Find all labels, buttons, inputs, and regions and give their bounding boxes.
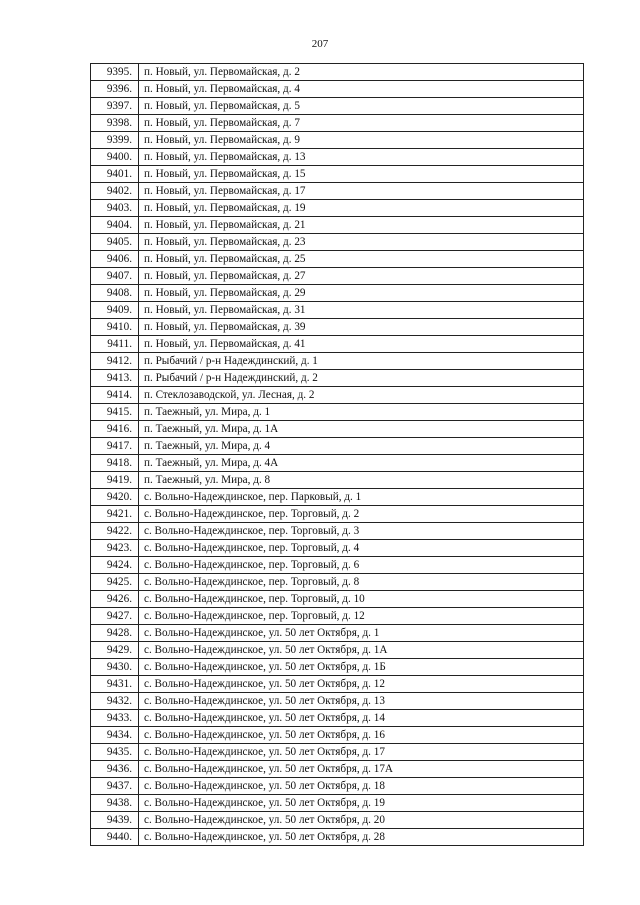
row-number: 9425. xyxy=(91,574,139,591)
table-row xyxy=(91,319,584,336)
row-address: п. Новый, ул. Первомайская, д. 17 xyxy=(139,183,584,200)
row-number: 9422. xyxy=(91,523,139,540)
row-address: п. Новый, ул. Первомайская, д. 15 xyxy=(139,166,584,183)
row-address: с. Вольно-Надеждинское, ул. 50 лет Октября, д. 1А xyxy=(139,642,584,659)
row-number: 9419. xyxy=(91,472,139,489)
row-address: с. Вольно-Надеждинское, пер. Торговый, д. 4 xyxy=(139,540,584,557)
row-number: 9426. xyxy=(91,591,139,608)
table-row xyxy=(91,778,584,795)
row-address: п. Новый, ул. Первомайская, д. 27 xyxy=(139,268,584,285)
table-row xyxy=(91,523,584,540)
row-address: п. Таежный, ул. Мира, д. 8 xyxy=(139,472,584,489)
table-row xyxy=(91,166,584,183)
table-row xyxy=(91,353,584,370)
row-address: п. Новый, ул. Первомайская, д. 9 xyxy=(139,132,584,149)
table-row xyxy=(91,557,584,574)
table-row xyxy=(91,183,584,200)
row-address: с. Вольно-Надеждинское, пер. Торговый, д. 10 xyxy=(139,591,584,608)
row-address: п. Рыбачий / р-н Надеждинский, д. 2 xyxy=(139,370,584,387)
row-number: 9435. xyxy=(91,744,139,761)
row-address: с. Вольно-Надеждинское, ул. 50 лет Октября, д. 17А xyxy=(139,761,584,778)
row-number: 9409. xyxy=(91,302,139,319)
page-number: 207 xyxy=(311,38,329,50)
row-number: 9410. xyxy=(91,319,139,336)
table-row xyxy=(91,81,584,98)
table-row xyxy=(91,64,584,81)
row-address: с. Вольно-Надеждинское, пер. Торговый, д. 2 xyxy=(139,506,584,523)
table-row xyxy=(91,795,584,812)
row-address: п. Новый, ул. Первомайская, д. 19 xyxy=(139,200,584,217)
row-address: с. Вольно-Надеждинское, пер. Торговый, д. 6 xyxy=(139,557,584,574)
table-row xyxy=(91,98,584,115)
table-row xyxy=(91,404,584,421)
table-row xyxy=(91,234,584,251)
row-number: 9433. xyxy=(91,710,139,727)
row-number: 9406. xyxy=(91,251,139,268)
row-number: 9421. xyxy=(91,506,139,523)
table-row xyxy=(91,438,584,455)
row-address: с. Вольно-Надеждинское, ул. 50 лет Октября, д. 14 xyxy=(139,710,584,727)
table-row xyxy=(91,455,584,472)
row-address: с. Вольно-Надеждинское, ул. 50 лет Октября, д. 16 xyxy=(139,727,584,744)
table-row xyxy=(91,829,584,846)
row-number: 9427. xyxy=(91,608,139,625)
table-row xyxy=(91,727,584,744)
row-number: 9440. xyxy=(91,829,139,846)
table-row xyxy=(91,642,584,659)
row-number: 9415. xyxy=(91,404,139,421)
row-number: 9397. xyxy=(91,98,139,115)
row-number: 9436. xyxy=(91,761,139,778)
row-number: 9430. xyxy=(91,659,139,676)
table-row xyxy=(91,132,584,149)
row-address: п. Таежный, ул. Мира, д. 1А xyxy=(139,421,584,438)
table-row xyxy=(91,421,584,438)
row-number: 9418. xyxy=(91,455,139,472)
table-row xyxy=(91,625,584,642)
row-number: 9411. xyxy=(91,336,139,353)
table-row xyxy=(91,574,584,591)
table-row xyxy=(91,285,584,302)
table-row xyxy=(91,251,584,268)
row-address: с. Вольно-Надеждинское, пер. Торговый, д. 12 xyxy=(139,608,584,625)
row-address: п. Новый, ул. Первомайская, д. 13 xyxy=(139,149,584,166)
row-number: 9400. xyxy=(91,149,139,166)
row-address: п. Новый, ул. Первомайская, д. 41 xyxy=(139,336,584,353)
table-row xyxy=(91,710,584,727)
row-number: 9402. xyxy=(91,183,139,200)
row-address: с. Вольно-Надеждинское, ул. 50 лет Октября, д. 28 xyxy=(139,829,584,846)
row-number: 9399. xyxy=(91,132,139,149)
row-number: 9413. xyxy=(91,370,139,387)
table-row xyxy=(91,149,584,166)
table-row xyxy=(91,676,584,693)
table-row xyxy=(91,268,584,285)
row-address: п. Таежный, ул. Мира, д. 4А xyxy=(139,455,584,472)
row-number: 9395. xyxy=(91,64,139,81)
row-number: 9396. xyxy=(91,81,139,98)
row-address: п. Новый, ул. Первомайская, д. 21 xyxy=(139,217,584,234)
row-number: 9434. xyxy=(91,727,139,744)
address-table xyxy=(90,63,584,846)
row-address: п. Новый, ул. Первомайская, д. 7 xyxy=(139,115,584,132)
row-number: 9437. xyxy=(91,778,139,795)
row-address: с. Вольно-Надеждинское, ул. 50 лет Октября, д. 19 xyxy=(139,795,584,812)
row-address: п. Новый, ул. Первомайская, д. 25 xyxy=(139,251,584,268)
table-row xyxy=(91,540,584,557)
table-row xyxy=(91,693,584,710)
row-number: 9429. xyxy=(91,642,139,659)
row-number: 9420. xyxy=(91,489,139,506)
row-number: 9416. xyxy=(91,421,139,438)
row-number: 9414. xyxy=(91,387,139,404)
row-address: с. Вольно-Надеждинское, ул. 50 лет Октября, д. 18 xyxy=(139,778,584,795)
row-number: 9405. xyxy=(91,234,139,251)
row-address: п. Новый, ул. Первомайская, д. 4 xyxy=(139,81,584,98)
row-address: с. Вольно-Надеждинское, ул. 50 лет Октября, д. 20 xyxy=(139,812,584,829)
row-address: п. Рыбачий / р-н Надеждинский, д. 1 xyxy=(139,353,584,370)
row-number: 9431. xyxy=(91,676,139,693)
row-address: п. Таежный, ул. Мира, д. 4 xyxy=(139,438,584,455)
row-number: 9404. xyxy=(91,217,139,234)
row-address: п. Новый, ул. Первомайская, д. 23 xyxy=(139,234,584,251)
table-row xyxy=(91,115,584,132)
row-number: 9428. xyxy=(91,625,139,642)
table-row xyxy=(91,472,584,489)
row-address: с. Вольно-Надеждинское, пер. Торговый, д. 3 xyxy=(139,523,584,540)
table-row xyxy=(91,659,584,676)
row-address: п. Таежный, ул. Мира, д. 1 xyxy=(139,404,584,421)
row-address: с. Вольно-Надеждинское, ул. 50 лет Октября, д. 13 xyxy=(139,693,584,710)
row-address: с. Вольно-Надеждинское, ул. 50 лет Октября, д. 1Б xyxy=(139,659,584,676)
address-table-body xyxy=(91,64,584,846)
row-address: с. Вольно-Надеждинское, ул. 50 лет Октября, д. 12 xyxy=(139,676,584,693)
row-address: с. Вольно-Надеждинское, пер. Парковый, д. 1 xyxy=(139,489,584,506)
table-row xyxy=(91,608,584,625)
row-number: 9417. xyxy=(91,438,139,455)
row-address: п. Новый, ул. Первомайская, д. 5 xyxy=(139,98,584,115)
row-address: с. Вольно-Надеждинское, ул. 50 лет Октября, д. 1 xyxy=(139,625,584,642)
row-number: 9432. xyxy=(91,693,139,710)
row-address: п. Новый, ул. Первомайская, д. 29 xyxy=(139,285,584,302)
row-number: 9438. xyxy=(91,795,139,812)
row-address: п. Новый, ул. Первомайская, д. 39 xyxy=(139,319,584,336)
row-address: п. Новый, ул. Первомайская, д. 2 xyxy=(139,64,584,81)
table-row xyxy=(91,591,584,608)
row-number: 9401. xyxy=(91,166,139,183)
row-address: п. Стеклозаводской, ул. Лесная, д. 2 xyxy=(139,387,584,404)
row-number: 9424. xyxy=(91,557,139,574)
row-number: 9439. xyxy=(91,812,139,829)
table-row xyxy=(91,387,584,404)
row-number: 9423. xyxy=(91,540,139,557)
table-row xyxy=(91,489,584,506)
row-number: 9398. xyxy=(91,115,139,132)
row-address: с. Вольно-Надеждинское, пер. Торговый, д. 8 xyxy=(139,574,584,591)
table-row xyxy=(91,744,584,761)
table-row xyxy=(91,812,584,829)
table-row xyxy=(91,200,584,217)
table-row xyxy=(91,370,584,387)
row-address: с. Вольно-Надеждинское, ул. 50 лет Октября, д. 17 xyxy=(139,744,584,761)
table-row xyxy=(91,506,584,523)
table-row xyxy=(91,336,584,353)
table-row xyxy=(91,302,584,319)
row-number: 9403. xyxy=(91,200,139,217)
table-row xyxy=(91,217,584,234)
row-number: 9412. xyxy=(91,353,139,370)
row-address: п. Новый, ул. Первомайская, д. 31 xyxy=(139,302,584,319)
table-row xyxy=(91,761,584,778)
row-number: 9408. xyxy=(91,285,139,302)
row-number: 9407. xyxy=(91,268,139,285)
